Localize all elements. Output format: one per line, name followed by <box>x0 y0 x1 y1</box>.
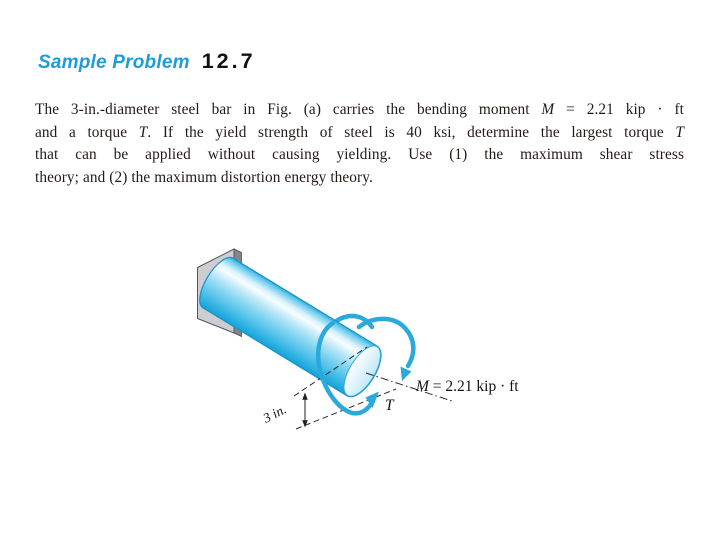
moment-label <box>415 378 519 395</box>
problem-statement <box>35 99 684 189</box>
title-script: Sample Problem <box>38 52 190 73</box>
dimension-arrowhead-up <box>302 393 308 400</box>
problem-line: The 3-in.-diameter steel bar in Fig. (a) carries the bending moment M = 2.21 kip · ft <box>35 101 684 118</box>
moment-label-value: = 2.21 kip · ft <box>428 378 519 395</box>
diameter-label: 3 in. <box>260 401 289 426</box>
torque-label: T <box>385 397 394 414</box>
title-number: 12.7 <box>201 49 256 73</box>
problem-line: that can be applied without causing yielding. Use (1) the maximum shear stress <box>35 146 684 164</box>
figure-steel-bar <box>150 240 570 445</box>
dimension-arrowhead-down <box>302 420 308 427</box>
problem-line: theory; and (2) the maximum distortion energy theory. <box>35 168 373 186</box>
moment-label-symbol: M <box>416 378 429 395</box>
problem-line: and a torque T. If the yield strength of steel is 40 ksi, determine the largest torque T <box>35 123 684 141</box>
diameter-dimension <box>302 393 308 428</box>
moment-arrowhead <box>401 367 412 382</box>
page-title <box>38 49 256 74</box>
